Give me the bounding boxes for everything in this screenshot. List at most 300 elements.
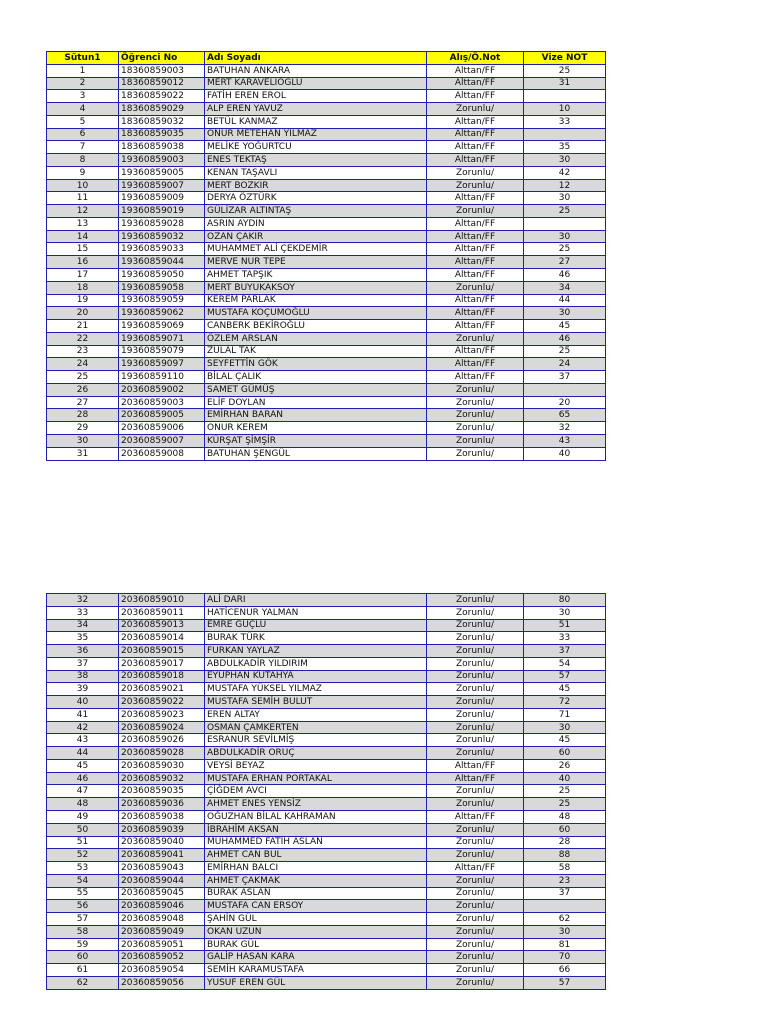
midterm-grade-cell: 30 xyxy=(524,721,606,734)
table-row xyxy=(47,358,606,371)
student-no-cell: 19360859028 xyxy=(119,217,205,230)
midterm-grade-cell: 57 xyxy=(524,670,606,683)
status-cell: Alttan/FF xyxy=(427,154,524,167)
status-cell: Zorunlu/ xyxy=(427,632,524,645)
table-row xyxy=(47,632,606,645)
table-row xyxy=(47,90,606,103)
midterm-grade-cell: 25 xyxy=(524,205,606,218)
student-no-cell: 20360859044 xyxy=(119,874,205,887)
status-cell: Zorunlu/ xyxy=(427,166,524,179)
status-cell: Zorunlu/ xyxy=(427,696,524,709)
full-name-cell: DERYA ÖZTÜRK xyxy=(205,192,427,205)
table-row xyxy=(47,657,606,670)
full-name-cell: ASRIN AYDIN xyxy=(205,217,427,230)
status-cell: Zorunlu/ xyxy=(427,396,524,409)
row-number-cell: 58 xyxy=(47,925,119,938)
student-no-cell: 19360859005 xyxy=(119,166,205,179)
row-number-cell: 11 xyxy=(47,192,119,205)
midterm-grade-cell: 72 xyxy=(524,696,606,709)
midterm-grade-cell: 48 xyxy=(524,811,606,824)
table-row xyxy=(47,294,606,307)
full-name-cell: MERT KARAVELİOĞLU xyxy=(205,77,427,90)
status-cell: Zorunlu/ xyxy=(427,619,524,632)
table-row xyxy=(47,409,606,422)
table-row xyxy=(47,887,606,900)
table-row xyxy=(47,371,606,384)
full-name-cell: ÖZLEM ARSLAN xyxy=(205,332,427,345)
student-no-cell: 20360859056 xyxy=(119,976,205,989)
student-no-cell: 20360859045 xyxy=(119,887,205,900)
student-no-cell: 20360859048 xyxy=(119,913,205,926)
midterm-grade-cell xyxy=(524,128,606,141)
student-no-cell: 18360859012 xyxy=(119,77,205,90)
full-name-cell: BURAK ASLAN xyxy=(205,887,427,900)
status-cell: Alttan/FF xyxy=(427,256,524,269)
midterm-grade-cell: 37 xyxy=(524,371,606,384)
midterm-grade-cell: 37 xyxy=(524,887,606,900)
full-name-cell: ALP EREN YAVUZ xyxy=(205,103,427,116)
table-row xyxy=(47,964,606,977)
student-no-cell: 19360859110 xyxy=(119,371,205,384)
table-row xyxy=(47,862,606,875)
full-name-cell: ENES TEKTAŞ xyxy=(205,154,427,167)
table-row xyxy=(47,103,606,116)
student-no-cell: 20360859035 xyxy=(119,785,205,798)
midterm-grade-cell: 45 xyxy=(524,683,606,696)
student-no-cell: 20360859015 xyxy=(119,645,205,658)
student-no-cell: 20360859013 xyxy=(119,619,205,632)
table-row xyxy=(47,179,606,192)
row-number-cell: 36 xyxy=(47,645,119,658)
student-no-cell: 19360859071 xyxy=(119,332,205,345)
midterm-grade-cell: 51 xyxy=(524,619,606,632)
midterm-grade-cell: 10 xyxy=(524,103,606,116)
row-number-cell: 62 xyxy=(47,976,119,989)
status-cell: Zorunlu/ xyxy=(427,205,524,218)
status-cell: Zorunlu/ xyxy=(427,849,524,862)
table-row xyxy=(47,849,606,862)
status-cell: Zorunlu/ xyxy=(427,103,524,116)
student-no-cell: 20360859008 xyxy=(119,447,205,460)
header-vize-not: Vize NOT xyxy=(524,52,606,65)
full-name-cell: MUHAMMET ALİ ÇEKDEMİR xyxy=(205,243,427,256)
full-name-cell: MUSTAFA CAN ERSOY xyxy=(205,900,427,913)
table-row xyxy=(47,434,606,447)
status-cell: Zorunlu/ xyxy=(427,734,524,747)
status-cell: Alttan/FF xyxy=(427,320,524,333)
status-cell: Zorunlu/ xyxy=(427,964,524,977)
student-no-cell: 19360859019 xyxy=(119,205,205,218)
row-number-cell: 61 xyxy=(47,964,119,977)
table-row xyxy=(47,141,606,154)
full-name-cell: MUSTAFA KOÇUMOĞLU xyxy=(205,307,427,320)
midterm-grade-cell: 71 xyxy=(524,708,606,721)
full-name-cell: MUHAMMED FATİH ASLAN xyxy=(205,836,427,849)
full-name-cell: CANBERK BEKİROĞLU xyxy=(205,320,427,333)
table-row xyxy=(47,281,606,294)
status-cell: Zorunlu/ xyxy=(427,332,524,345)
status-cell: Zorunlu/ xyxy=(427,925,524,938)
student-no-cell: 20360859010 xyxy=(119,594,205,607)
row-number-cell: 35 xyxy=(47,632,119,645)
table-row xyxy=(47,320,606,333)
row-number-cell: 16 xyxy=(47,256,119,269)
row-number-cell: 6 xyxy=(47,128,119,141)
status-cell: Alttan/FF xyxy=(427,294,524,307)
table-row xyxy=(47,951,606,964)
status-cell: Alttan/FF xyxy=(427,862,524,875)
full-name-cell: EREN ALTAY xyxy=(205,708,427,721)
status-cell: Zorunlu/ xyxy=(427,836,524,849)
table-row xyxy=(47,383,606,396)
row-number-cell: 57 xyxy=(47,913,119,926)
row-number-cell: 13 xyxy=(47,217,119,230)
full-name-cell: MELİKE YOĞURTCU xyxy=(205,141,427,154)
table-row xyxy=(47,785,606,798)
table-1-body xyxy=(47,64,606,460)
table-row xyxy=(47,256,606,269)
midterm-grade-cell: 88 xyxy=(524,849,606,862)
table-row xyxy=(47,115,606,128)
status-cell: Alttan/FF xyxy=(427,307,524,320)
student-no-cell: 18360859003 xyxy=(119,64,205,77)
row-number-cell: 40 xyxy=(47,696,119,709)
midterm-grade-cell: 42 xyxy=(524,166,606,179)
table-row xyxy=(47,759,606,772)
midterm-grade-cell: 70 xyxy=(524,951,606,964)
row-number-cell: 46 xyxy=(47,772,119,785)
student-no-cell: 20360859003 xyxy=(119,396,205,409)
full-name-cell: VEYSİ BEYAZ xyxy=(205,759,427,772)
full-name-cell: YUSUF EREN GÜL xyxy=(205,976,427,989)
midterm-grade-cell: 26 xyxy=(524,759,606,772)
status-cell: Zorunlu/ xyxy=(427,887,524,900)
table-row xyxy=(47,721,606,734)
status-cell: Zorunlu/ xyxy=(427,951,524,964)
midterm-grade-cell: 23 xyxy=(524,874,606,887)
table-row xyxy=(47,747,606,760)
student-no-cell: 18360859032 xyxy=(119,115,205,128)
midterm-grade-cell: 60 xyxy=(524,747,606,760)
row-number-cell: 44 xyxy=(47,747,119,760)
status-cell: Zorunlu/ xyxy=(427,606,524,619)
status-cell: Zorunlu/ xyxy=(427,900,524,913)
student-no-cell: 19360859044 xyxy=(119,256,205,269)
row-number-cell: 19 xyxy=(47,294,119,307)
midterm-grade-cell: 30 xyxy=(524,606,606,619)
midterm-grade-cell: 37 xyxy=(524,645,606,658)
midterm-grade-cell: 34 xyxy=(524,281,606,294)
midterm-grade-cell: 58 xyxy=(524,862,606,875)
full-name-cell: MUSTAFA YÜKSEL YILMAZ xyxy=(205,683,427,696)
row-number-cell: 25 xyxy=(47,371,119,384)
midterm-grade-cell: 81 xyxy=(524,938,606,951)
student-no-cell: 18360859035 xyxy=(119,128,205,141)
student-no-cell: 19360859062 xyxy=(119,307,205,320)
student-no-cell: 20360859011 xyxy=(119,606,205,619)
full-name-cell: AHMET TAPŞIK xyxy=(205,269,427,282)
row-number-cell: 30 xyxy=(47,434,119,447)
row-number-cell: 34 xyxy=(47,619,119,632)
row-number-cell: 9 xyxy=(47,166,119,179)
full-name-cell: OKAN UZUN xyxy=(205,925,427,938)
midterm-grade-cell: 35 xyxy=(524,141,606,154)
status-cell: Alttan/FF xyxy=(427,772,524,785)
full-name-cell: GALİP HASAN KARA xyxy=(205,951,427,964)
status-cell: Alttan/FF xyxy=(427,192,524,205)
status-cell: Alttan/FF xyxy=(427,759,524,772)
status-cell: Alttan/FF xyxy=(427,358,524,371)
full-name-cell: GÜLİZAR ALTINTAŞ xyxy=(205,205,427,218)
full-name-cell: MERT BUYUKAKSOY xyxy=(205,281,427,294)
full-name-cell: FURKAN YAYLAZ xyxy=(205,645,427,658)
header-adi-soyadi: Adı Soyadı xyxy=(205,52,427,65)
table-row xyxy=(47,938,606,951)
full-name-cell: İBRAHİM AKSAN xyxy=(205,823,427,836)
status-cell: Zorunlu/ xyxy=(427,422,524,435)
status-cell: Alttan/FF xyxy=(427,811,524,824)
midterm-grade-cell: 30 xyxy=(524,154,606,167)
midterm-grade-cell: 31 xyxy=(524,77,606,90)
status-cell: Alttan/FF xyxy=(427,90,524,103)
header-ogrenci-no: Öğrenci No xyxy=(119,52,205,65)
student-no-cell: 20360859005 xyxy=(119,409,205,422)
student-table-2 xyxy=(46,593,606,990)
student-no-cell: 20360859054 xyxy=(119,964,205,977)
midterm-grade-cell: 54 xyxy=(524,657,606,670)
midterm-grade-cell: 40 xyxy=(524,772,606,785)
full-name-cell: KEREM PARLAK xyxy=(205,294,427,307)
student-no-cell: 19360859007 xyxy=(119,179,205,192)
row-number-cell: 26 xyxy=(47,383,119,396)
status-cell: Alttan/FF xyxy=(427,115,524,128)
table-row xyxy=(47,422,606,435)
status-cell: Zorunlu/ xyxy=(427,747,524,760)
table-row xyxy=(47,205,606,218)
midterm-grade-cell: 57 xyxy=(524,976,606,989)
status-cell: Zorunlu/ xyxy=(427,708,524,721)
status-cell: Alttan/FF xyxy=(427,345,524,358)
table-row xyxy=(47,594,606,607)
table-row xyxy=(47,619,606,632)
status-cell: Alttan/FF xyxy=(427,269,524,282)
status-cell: Zorunlu/ xyxy=(427,721,524,734)
row-number-cell: 5 xyxy=(47,115,119,128)
student-no-cell: 20360859028 xyxy=(119,747,205,760)
full-name-cell: BİLAL ÇALIK xyxy=(205,371,427,384)
status-cell: Zorunlu/ xyxy=(427,409,524,422)
student-no-cell: 20360859021 xyxy=(119,683,205,696)
student-no-cell: 20360859017 xyxy=(119,657,205,670)
full-name-cell: ELİF DOYLAN xyxy=(205,396,427,409)
full-name-cell: SEYFETTİN GÖK xyxy=(205,358,427,371)
row-number-cell: 42 xyxy=(47,721,119,734)
student-no-cell: 20360859022 xyxy=(119,696,205,709)
student-no-cell: 19360859069 xyxy=(119,320,205,333)
row-number-cell: 49 xyxy=(47,811,119,824)
row-number-cell: 32 xyxy=(47,594,119,607)
student-no-cell: 19360859058 xyxy=(119,281,205,294)
midterm-grade-cell: 30 xyxy=(524,230,606,243)
header-row xyxy=(47,52,606,65)
midterm-grade-cell: 28 xyxy=(524,836,606,849)
midterm-grade-cell: 62 xyxy=(524,913,606,926)
row-number-cell: 31 xyxy=(47,447,119,460)
status-cell: Zorunlu/ xyxy=(427,913,524,926)
table-row xyxy=(47,900,606,913)
row-number-cell: 27 xyxy=(47,396,119,409)
student-no-cell: 20360859026 xyxy=(119,734,205,747)
midterm-grade-cell: 33 xyxy=(524,115,606,128)
row-number-cell: 17 xyxy=(47,269,119,282)
status-cell: Zorunlu/ xyxy=(427,281,524,294)
row-number-cell: 48 xyxy=(47,798,119,811)
student-no-cell: 20360859040 xyxy=(119,836,205,849)
row-number-cell: 21 xyxy=(47,320,119,333)
row-number-cell: 47 xyxy=(47,785,119,798)
midterm-grade-cell: 24 xyxy=(524,358,606,371)
row-number-cell: 60 xyxy=(47,951,119,964)
row-number-cell: 38 xyxy=(47,670,119,683)
row-number-cell: 4 xyxy=(47,103,119,116)
full-name-cell: MERVE NUR TEPE xyxy=(205,256,427,269)
student-no-cell: 20360859051 xyxy=(119,938,205,951)
full-name-cell: SEMİH KARAMUSTAFA xyxy=(205,964,427,977)
student-no-cell: 20360859023 xyxy=(119,708,205,721)
student-no-cell: 20360859043 xyxy=(119,862,205,875)
midterm-grade-cell: 44 xyxy=(524,294,606,307)
student-no-cell: 20360859038 xyxy=(119,811,205,824)
student-no-cell: 20360859007 xyxy=(119,434,205,447)
table-row xyxy=(47,645,606,658)
row-number-cell: 50 xyxy=(47,823,119,836)
full-name-cell: ÇİĞDEM AVCI xyxy=(205,785,427,798)
table-row xyxy=(47,154,606,167)
row-number-cell: 23 xyxy=(47,345,119,358)
student-no-cell: 19360859050 xyxy=(119,269,205,282)
header-sutun1: Sütun1 xyxy=(47,52,119,65)
row-number-cell: 51 xyxy=(47,836,119,849)
student-no-cell: 20360859046 xyxy=(119,900,205,913)
status-cell: Zorunlu/ xyxy=(427,976,524,989)
full-name-cell: BURAK GÜL xyxy=(205,938,427,951)
midterm-grade-cell xyxy=(524,900,606,913)
student-no-cell: 19360859032 xyxy=(119,230,205,243)
table-row xyxy=(47,696,606,709)
table-row xyxy=(47,836,606,849)
row-number-cell: 43 xyxy=(47,734,119,747)
midterm-grade-cell: 43 xyxy=(524,434,606,447)
table-row xyxy=(47,913,606,926)
full-name-cell: BATUHAN ANKARA xyxy=(205,64,427,77)
full-name-cell: EYÜPHAN KÜTAHYA xyxy=(205,670,427,683)
row-number-cell: 8 xyxy=(47,154,119,167)
student-no-cell: 18360859038 xyxy=(119,141,205,154)
row-number-cell: 14 xyxy=(47,230,119,243)
status-cell: Zorunlu/ xyxy=(427,179,524,192)
full-name-cell: FATİH EREN EROL xyxy=(205,90,427,103)
status-cell: Zorunlu/ xyxy=(427,383,524,396)
midterm-grade-cell: 45 xyxy=(524,320,606,333)
full-name-cell: ŞAHİN GÜL xyxy=(205,913,427,926)
row-number-cell: 55 xyxy=(47,887,119,900)
midterm-grade-cell xyxy=(524,90,606,103)
row-number-cell: 41 xyxy=(47,708,119,721)
table-2-body xyxy=(47,594,606,990)
student-no-cell: 20360859041 xyxy=(119,849,205,862)
row-number-cell: 53 xyxy=(47,862,119,875)
table-row xyxy=(47,823,606,836)
table-row xyxy=(47,332,606,345)
full-name-cell: AHMET CAN BUL xyxy=(205,849,427,862)
midterm-grade-cell: 66 xyxy=(524,964,606,977)
row-number-cell: 22 xyxy=(47,332,119,345)
student-no-cell: 20360859049 xyxy=(119,925,205,938)
table-row xyxy=(47,77,606,90)
status-cell: Zorunlu/ xyxy=(427,645,524,658)
student-no-cell: 19360859079 xyxy=(119,345,205,358)
full-name-cell: MUSTAFA SEMİH BULUT xyxy=(205,696,427,709)
midterm-grade-cell xyxy=(524,217,606,230)
student-no-cell: 19360859003 xyxy=(119,154,205,167)
table-row xyxy=(47,734,606,747)
status-cell: Zorunlu/ xyxy=(427,670,524,683)
full-name-cell: ESRANUR SEVİLMİŞ xyxy=(205,734,427,747)
table-row xyxy=(47,166,606,179)
table-row xyxy=(47,447,606,460)
status-cell: Alttan/FF xyxy=(427,128,524,141)
status-cell: Zorunlu/ xyxy=(427,594,524,607)
table-row xyxy=(47,269,606,282)
full-name-cell: AHMET ENES YENSİZ xyxy=(205,798,427,811)
full-name-cell: MERT BOZKIR xyxy=(205,179,427,192)
status-cell: Alttan/FF xyxy=(427,371,524,384)
midterm-grade-cell: 30 xyxy=(524,307,606,320)
row-number-cell: 28 xyxy=(47,409,119,422)
table-row xyxy=(47,64,606,77)
table-row xyxy=(47,772,606,785)
row-number-cell: 37 xyxy=(47,657,119,670)
full-name-cell: KÜRŞAT ŞİMŞİR xyxy=(205,434,427,447)
table-row xyxy=(47,925,606,938)
row-number-cell: 18 xyxy=(47,281,119,294)
status-cell: Zorunlu/ xyxy=(427,823,524,836)
table-row xyxy=(47,217,606,230)
midterm-grade-cell: 25 xyxy=(524,243,606,256)
row-number-cell: 12 xyxy=(47,205,119,218)
midterm-grade-cell: 32 xyxy=(524,422,606,435)
student-no-cell: 19360859059 xyxy=(119,294,205,307)
midterm-grade-cell: 12 xyxy=(524,179,606,192)
row-number-cell: 56 xyxy=(47,900,119,913)
student-no-cell: 20360859030 xyxy=(119,759,205,772)
status-cell: Alttan/FF xyxy=(427,64,524,77)
status-cell: Alttan/FF xyxy=(427,243,524,256)
midterm-grade-cell: 25 xyxy=(524,64,606,77)
row-number-cell: 1 xyxy=(47,64,119,77)
student-no-cell: 20360859032 xyxy=(119,772,205,785)
status-cell: Zorunlu/ xyxy=(427,874,524,887)
full-name-cell: OZAN ÇAKIR xyxy=(205,230,427,243)
midterm-grade-cell: 25 xyxy=(524,345,606,358)
status-cell: Zorunlu/ xyxy=(427,434,524,447)
full-name-cell: OĞUZHAN BİLAL KAHRAMAN xyxy=(205,811,427,824)
full-name-cell: EMRE GÜÇLÜ xyxy=(205,619,427,632)
full-name-cell: ONUR METEHAN YILMAZ xyxy=(205,128,427,141)
student-no-cell: 20360859002 xyxy=(119,383,205,396)
full-name-cell: ALİ DARI xyxy=(205,594,427,607)
status-cell: Alttan/FF xyxy=(427,77,524,90)
